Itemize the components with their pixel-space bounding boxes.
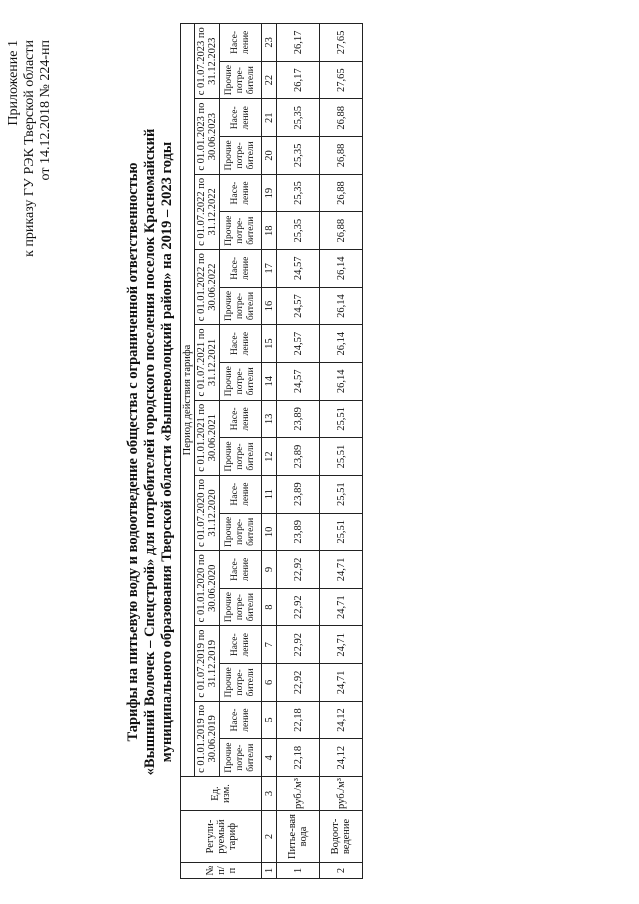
header-period: Период действия тарифа [181, 23, 195, 776]
tariff-value-cell: 22,18 [277, 701, 320, 739]
row-number-cell: 2 [320, 863, 363, 879]
tariff-value-cell: 25,35 [277, 212, 320, 250]
tariff-value-cell: 25,51 [320, 438, 363, 476]
table-row [320, 23, 363, 878]
tariff-value-cell: 26,88 [320, 174, 363, 212]
column-number-cell: 5 [262, 701, 277, 739]
tariff-value-cell: 24,71 [320, 588, 363, 626]
period-header-3: с 01.01.2020 по 30.06.2020 [195, 551, 220, 626]
header-other-consumers: Прочие потре-бители [220, 362, 262, 400]
tariff-value-cell: 24,12 [320, 739, 363, 777]
title-line-1: Тарифы на питьевую воду и водоотведение общества с ограниченной ответственностью [125, 162, 141, 742]
appendix-number: Приложение 1 [6, 40, 21, 126]
tariff-value-cell: 25,35 [277, 137, 320, 175]
tariff-value-cell: 25,51 [320, 475, 363, 513]
header-other-consumers: Прочие потре-бители [220, 438, 262, 476]
column-number-cell: 14 [262, 362, 277, 400]
column-number-cell: 4 [262, 739, 277, 777]
tariff-value-cell: 23,89 [277, 475, 320, 513]
tariff-value-cell: 27,65 [320, 23, 363, 61]
tariff-value-cell: 22,92 [277, 664, 320, 702]
tariff-value-cell: 24,71 [320, 664, 363, 702]
header-other-consumers: Прочие потре-бители [220, 739, 262, 777]
header-population: Насе-ление [220, 325, 262, 363]
title-line-2: «Вышний Волочек – Спецстрой» для потребителей городского поселения поселок Красномайский [142, 128, 158, 776]
column-number-cell: 6 [262, 664, 277, 702]
tariff-value-cell: 26,17 [277, 61, 320, 99]
tariff-value-cell: 24,71 [320, 626, 363, 664]
table-row [277, 23, 320, 878]
tariff-value-cell: 26,14 [320, 362, 363, 400]
tariff-value-cell: 24,57 [277, 287, 320, 325]
tariff-value-cell: 26,14 [320, 287, 363, 325]
tariff-value-cell: 23,89 [277, 438, 320, 476]
tariff-value-cell: 24,71 [320, 551, 363, 589]
tariff-value-cell: 22,92 [277, 551, 320, 589]
tariff-value-cell: 25,51 [320, 513, 363, 551]
header-population: Насе-ление [220, 174, 262, 212]
unit-cell: руб./м³ [320, 777, 363, 811]
tariff-value-cell: 26,14 [320, 325, 363, 363]
period-header-9: с 01.01.2023 по 30.06.2023 [195, 99, 220, 174]
header-other-consumers: Прочие потре-бители [220, 588, 262, 626]
header-population: Насе-ление [220, 400, 262, 438]
column-number-cell: 2 [262, 811, 277, 863]
column-number-cell: 19 [262, 174, 277, 212]
column-number-row [262, 23, 277, 878]
header-other-consumers: Прочие потре-бители [220, 513, 262, 551]
tariff-value-cell: 26,17 [277, 23, 320, 61]
header-other-consumers: Прочие потре-бители [220, 212, 262, 250]
column-number-cell: 11 [262, 475, 277, 513]
period-header-8: с 01.07.2022 по 31.12.2022 [195, 174, 220, 249]
header-tariff: Регули-руемый тариф [181, 811, 262, 863]
period-header-6: с 01.07.2021 по 31.12.2021 [195, 325, 220, 400]
column-number-cell: 1 [262, 863, 277, 879]
appendix-header [6, 40, 54, 257]
header-unit: Ед. изм. [181, 777, 262, 811]
column-number-cell: 13 [262, 400, 277, 438]
header-row-number: № п/п [181, 863, 262, 879]
period-header-5: с 01.01.2021 по 30.06.2021 [195, 400, 220, 475]
tariff-value-cell: 24,57 [277, 250, 320, 288]
tariff-value-cell: 27,65 [320, 61, 363, 99]
tariff-name-cell: Питье-вая вода [277, 811, 320, 863]
tariff-value-cell: 22,92 [277, 588, 320, 626]
tariff-value-cell: 26,88 [320, 137, 363, 175]
column-number-cell: 18 [262, 212, 277, 250]
header-population: Насе-ление [220, 626, 262, 664]
tariff-value-cell: 25,35 [277, 99, 320, 137]
period-header-4: с 01.07.2020 по 31.12.2020 [195, 475, 220, 550]
column-number-cell: 17 [262, 250, 277, 288]
column-number-cell: 23 [262, 23, 277, 61]
header-other-consumers: Прочие потре-бители [220, 61, 262, 99]
header-other-consumers: Прочие потре-бители [220, 287, 262, 325]
header-population: Насе-ление [220, 99, 262, 137]
header-other-consumers: Прочие потре-бители [220, 664, 262, 702]
period-header-1: с 01.01.2019 по 30.06.2019 [195, 701, 220, 776]
appendix-order-date: от 14.12.2018 № 224-нп [38, 40, 53, 181]
column-number-cell: 8 [262, 588, 277, 626]
title-line-3: муниципального образования Тверской области «Вышневолоцкий район» на 2019 – 2023 годы [159, 141, 175, 763]
tariff-table [180, 23, 363, 879]
tariff-value-cell: 26,88 [320, 99, 363, 137]
column-number-cell: 21 [262, 99, 277, 137]
column-number-cell: 16 [262, 287, 277, 325]
period-header-2: с 01.07.2019 по 31.12.2019 [195, 626, 220, 701]
column-number-cell: 12 [262, 438, 277, 476]
period-header-10: с 01.07.2023 по 31.12.2023 [195, 23, 220, 98]
header-population: Насе-ление [220, 250, 262, 288]
document-title [125, 0, 176, 904]
unit-cell: руб./м³ [277, 777, 320, 811]
column-number-cell: 15 [262, 325, 277, 363]
tariff-value-cell: 22,92 [277, 626, 320, 664]
header-population: Насе-ление [220, 551, 262, 589]
tariff-value-cell: 26,14 [320, 250, 363, 288]
tariff-name-cell: Водоот-ведение [320, 811, 363, 863]
column-number-cell: 10 [262, 513, 277, 551]
tariff-value-cell: 24,57 [277, 325, 320, 363]
tariff-value-cell: 26,88 [320, 212, 363, 250]
tariff-value-cell: 25,35 [277, 174, 320, 212]
column-number-cell: 7 [262, 626, 277, 664]
tariff-value-cell: 23,89 [277, 513, 320, 551]
tariff-value-cell: 23,89 [277, 400, 320, 438]
column-number-cell: 9 [262, 551, 277, 589]
row-number-cell: 1 [277, 863, 320, 879]
column-number-cell: 22 [262, 61, 277, 99]
header-population: Насе-ление [220, 701, 262, 739]
tariff-value-cell: 22,18 [277, 739, 320, 777]
period-header-7: с 01.01.2022 по 30.06.2022 [195, 250, 220, 325]
header-population: Насе-ление [220, 475, 262, 513]
appendix-order-ref: к приказу ГУ РЭК Тверской области [22, 40, 37, 257]
tariff-value-cell: 25,51 [320, 400, 363, 438]
header-population: Насе-ление [220, 23, 262, 61]
column-number-cell: 20 [262, 137, 277, 175]
header-other-consumers: Прочие потре-бители [220, 137, 262, 175]
tariff-value-cell: 24,57 [277, 362, 320, 400]
tariff-value-cell: 24,12 [320, 701, 363, 739]
column-number-cell: 3 [262, 777, 277, 811]
